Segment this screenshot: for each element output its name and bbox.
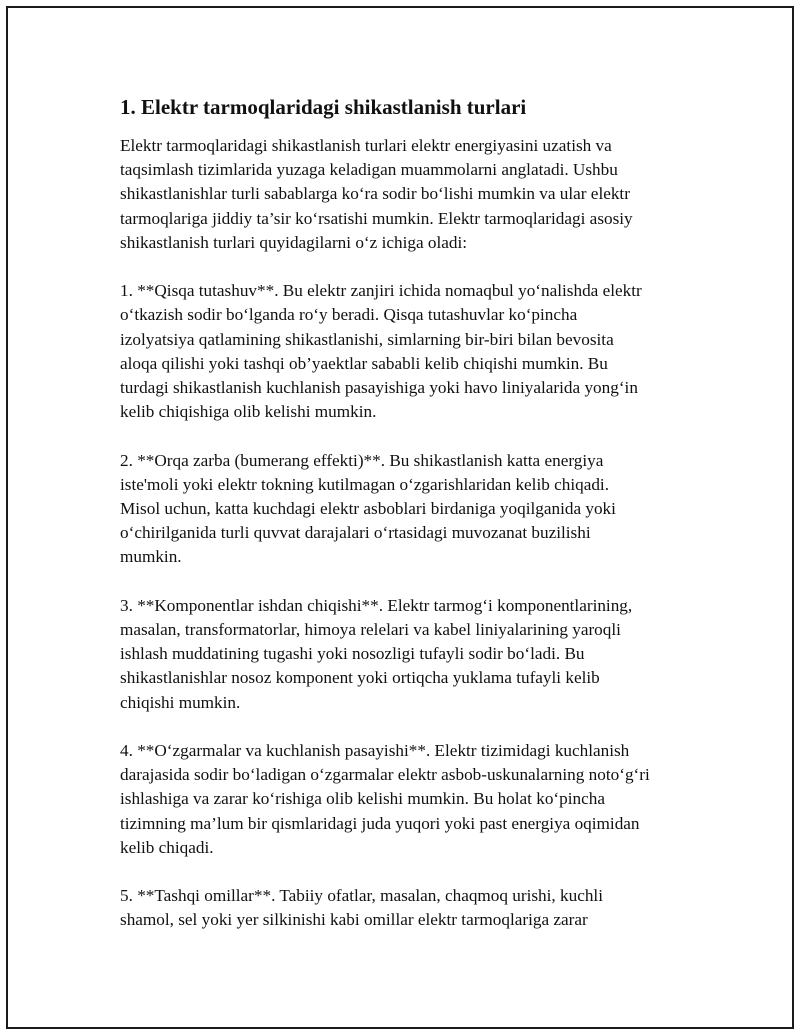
paragraph-item-5 bbox=[120, 884, 720, 932]
text-line: Elektr tarmoqlaridagi shikastlanish turlari elektr energiyasini uzatish va bbox=[120, 136, 612, 155]
text-line: darajasida sodir bo‘ladigan o‘zgarmalar elektr asbob-uskunalarning noto‘g‘ri bbox=[120, 765, 650, 785]
paragraph-item-4 bbox=[120, 739, 720, 860]
text-line: o‘tkazish sodir bo‘lganda ro‘y beradi. Qisqa tutashuvlar ko‘pincha bbox=[120, 305, 578, 325]
paragraph-item-3 bbox=[120, 594, 720, 715]
text-line: taqsimlash tizimlarida yuzaga keladigan muammolarni anglatadi. Ushbu bbox=[120, 160, 618, 180]
text-line: 2. **Orqa zarba (bumerang effekti)**. Bu shikastlanish katta energiya bbox=[120, 450, 604, 470]
text-line: iste'moli yoki elektr tokning kutilmagan o‘zgarishlaridan kelib chiqadi. bbox=[120, 474, 610, 494]
text-line: shikastlanishlar turli sabablarga ko‘ra sodir bo‘lishi mumkin va ular elektr bbox=[120, 184, 630, 204]
paragraph-intro bbox=[120, 134, 720, 255]
text-line: masalan, transformatorlar, himoya relelari va kabel liniyalarining yaroqli bbox=[120, 620, 621, 640]
text-line: ishlash muddatining tugashi yoki nosozligi tufayli sodir bo‘ladi. Bu bbox=[120, 644, 585, 664]
text-line: shikastlanishlar nosoz komponent yoki ortiqcha yuklama tufayli kelib bbox=[120, 668, 600, 688]
text-line: shamol, sel yoki yer silkinishi kabi omillar elektr tarmoqlariga zarar bbox=[120, 910, 588, 930]
paragraph-item-1 bbox=[120, 279, 720, 424]
paragraph-item-2 bbox=[120, 449, 720, 570]
text-line: turdagi shikastlanish kuchlanish pasayishiga yoki havo liniyalarida yong‘in bbox=[120, 378, 638, 398]
text-line: izolyatsiya qatlamining shikastlanishi, simlarning bir-biri bilan bevosita bbox=[120, 329, 614, 349]
text-line: Misol uchun, katta kuchdagi elektr asboblari birdaniga yoqilganida yoki bbox=[120, 499, 616, 519]
text-line: kelib chiqishiga olib kelishi mumkin. bbox=[120, 402, 377, 422]
text-line: aloqa qilishi yoki tashqi ob’yaektlar sababli kelib chiqishi mumkin. Bu bbox=[120, 353, 608, 373]
text-line: 1. **Qisqa tutashuv**. Bu elektr zanjiri ichida nomaqbul yo‘nalishda elektr bbox=[120, 281, 642, 301]
text-line: mumkin. bbox=[120, 547, 182, 567]
text-line: o‘chirilganida turli quvvat darajalari o‘rtasidagi muvozanat buzilishi bbox=[120, 523, 591, 543]
text-line: shikastlanish turlari quyidagilarni o‘z ichiga oladi: bbox=[120, 232, 468, 252]
document-title: 1. Elektr tarmoqlaridagi shikastlanish turlari bbox=[120, 95, 527, 119]
text-line: chiqishi mumkin. bbox=[120, 692, 241, 712]
text-line: kelib chiqadi. bbox=[120, 837, 214, 857]
text-line: tizimning ma’lum bir qismlaridagi juda yuqori yoki past energiya oqimidan bbox=[120, 813, 640, 833]
text-line: 4. **O‘zgarmalar va kuchlanish pasayishi**. Elektr tizimidagi kuchlanish bbox=[120, 741, 630, 761]
text-line: ishlashiga va zarar ko‘rishiga olib kelishi mumkin. Bu holat ko‘pincha bbox=[120, 789, 605, 809]
document-body bbox=[120, 94, 720, 957]
document-page bbox=[6, 6, 794, 1029]
text-line: 3. **Komponentlar ishdan chiqishi**. Elektr tarmog‘i komponentlarining, bbox=[120, 595, 633, 615]
text-line: 5. **Tashqi omillar**. Tabiiy ofatlar, masalan, chaqmoq urishi, kuchli bbox=[120, 886, 603, 906]
text-line: tarmoqlariga jiddiy ta’sir ko‘rsatishi mumkin. Elektr tarmoqlaridagi asosiy bbox=[120, 208, 633, 228]
